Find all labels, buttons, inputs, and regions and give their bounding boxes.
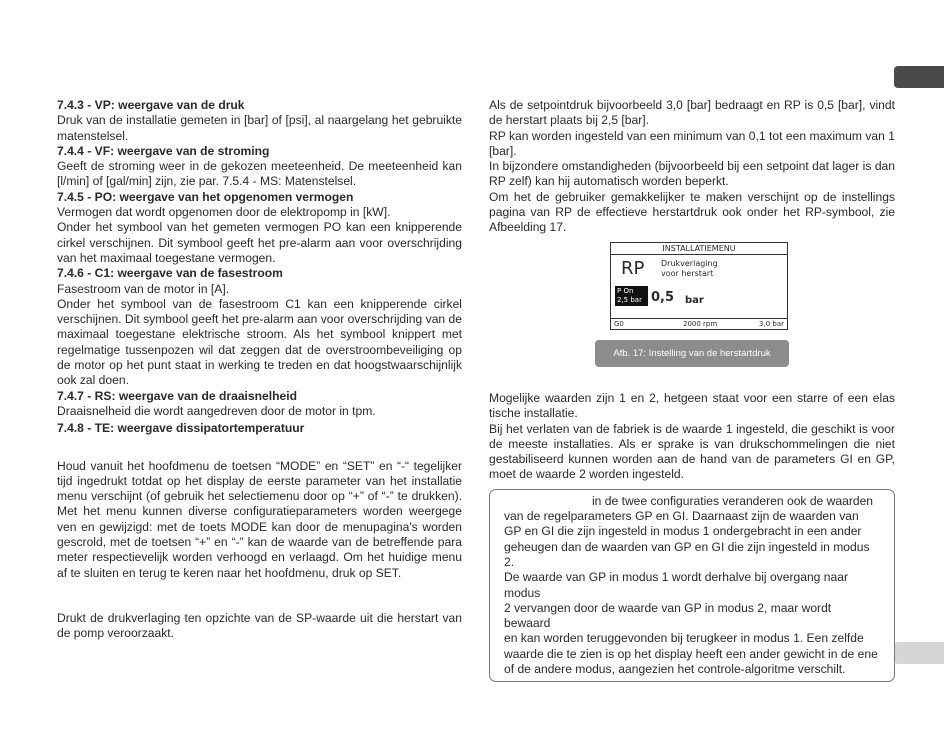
text-rp-limit: In bijzondere omstandigheden (bijvoorbeeld bij een setpoint dat lager is dan RP zelf) kan hij automatisch worden beperkt. — [489, 159, 895, 189]
text-c1-1: Fasestroom van de motor in [A]. — [57, 281, 230, 296]
text-po-2: Onder het symbool van het gemeten vermogen PO kan een knipperende cirkel verschijnen. Dit symbool geeft het pre-alarm aan voor overschrijding van het maximaal toegestane vermogen. — [57, 220, 462, 265]
display-description — [661, 259, 718, 279]
text-default: Bij het verlaten van de fabriek is de waarde 1 ingesteld, die geschikt is voor de meeste installaties. Als er sprake is van drukschommelingen die niet gestabiliseerd kunnen worden aan de hand van de parameters GI en GP, moet de waarde 2 worden ingesteld. — [489, 421, 895, 482]
section-tab-marker — [894, 66, 944, 88]
display-unit: bar — [685, 294, 704, 306]
text-c1-2: Onder het symbool van de fasestroom C1 kan een knipperende cirkel verschijnen. Dit symbool geeft het pre-alarm aan voor overschrijding van de maximaal toegestane elektrische stroom. Als het symbool knippert met regelmatige tussenpozen wil dat zeggen dat de overstroombeveiliging op de motor op het punt staat in werking te treden en dat hoogstwaarschijnlijk ook zal doen. — [57, 296, 462, 388]
text-rp-example: Als de setpointdruk bijvoorbeeld 3,0 [bar] bedraagt en RP is 0,5 [bar], vindt de herstart plaats bij 2,5 [bar]. — [489, 98, 895, 128]
note-line: in de twee configuraties veranderen ook de waarden — [592, 493, 874, 508]
display-desc-line1: Drukverlaging — [661, 258, 718, 268]
display-desc-line2: voor herstart — [661, 268, 714, 278]
heading-vf: 7.4.4 - VF: weergave van de stroming — [57, 143, 270, 158]
left-column — [57, 98, 462, 642]
heading-vp: 7.4.3 - VP: weergave van de druk — [57, 98, 245, 112]
display-pon-label: P On — [617, 286, 634, 295]
text-rs: Draaisnelheid die wordt aangedreven door de motor in tpm. — [57, 403, 376, 418]
note-line: waarde die te zien is op het display heeft een ander gewicht in de ene — [504, 646, 878, 661]
note-line: geheugen dan de waarden van GP en GI die zijn ingesteld in modus 2. — [504, 539, 870, 569]
heading-po: 7.4.5 - PO: weergave van het opgenomen vermogen — [57, 189, 354, 204]
display-status-rpm: 2000 rpm — [683, 319, 718, 328]
note-line: of de andere modus, aangezien het controle-algoritme verschilt. — [504, 662, 846, 677]
display-status-pressure: 3,0 bar — [759, 319, 784, 328]
right-column — [489, 98, 895, 682]
note-line: De waarde van GP in modus 1 wordt derhalve bij overgang naar modus — [504, 570, 848, 600]
figure-caption: Afb. 17: Instelling van de herstartdruk — [595, 340, 789, 367]
display-restart-pressure — [615, 286, 648, 306]
text-rp: Drukt de drukverlaging ten opzichte van de SP-waarde uit die herstart van de pomp veroorzaakt. — [57, 610, 462, 641]
display-symbol: RP — [621, 257, 645, 279]
display-pon-value: 2,5 bar — [617, 295, 642, 304]
text-po-1: Vermogen dat wordt opgenomen door de elektropomp in [kW]. — [57, 205, 391, 220]
text-installation-menu: Houd vanuit het hoofdmenu de toetsen “MODE” en “SET” en “-“ tegelijker tijd ingedrukt totdat op het display de eerste parameter van het installatie menu verschijnt (of gebruik het selectiemenu door op “+” of “-” te drukken). Met het menu kunnen diverse configuratieparameters worden weergege ven en gewijzigd: met de toets MODE kan door de menupagina's worden gescrold, met de toetsen “+” en “-” kan de waarde van de betreffende para meter respectievelijk worden verhoogd en verlaagd. Om het huidige menu af te sluiten en terug te keren naar het hoofdmenu, druk op SET. — [57, 458, 462, 580]
heading-rs: 7.4.7 - RS: weergave van de draaisnelheid — [57, 388, 297, 403]
text-vp: Druk van de installatie gemeten in [bar] of [psi], al naargelang het gebruikte matenstelsel. — [57, 113, 462, 143]
heading-c1: 7.4.6 - C1: weergave van de fasestroom — [57, 266, 283, 281]
note-line: en kan worden teruggevonden bij terugkeer in modus 1. Een zelfde — [504, 631, 864, 646]
display-status-left: G0 — [614, 319, 624, 328]
note-line: GP en GI die zijn ingesteld in modus 1 ondergebracht in een ander — [504, 524, 862, 539]
heading-te: 7.4.8 - TE: weergave dissipatortemperatuur — [57, 421, 305, 436]
display-figure — [610, 242, 788, 330]
page-tab-marker — [894, 642, 944, 664]
note-line: van de regelparameters GP en GI. Daarnaast zijn de waarden van — [504, 509, 859, 524]
note-line: 2 vervangen door de waarde van GP in modus 2, maar wordt bewaard — [504, 600, 832, 631]
text-values: Mogelijke waarden zijn 1 en 2, hetgeen staat voor een starre of een elas tische installatie. — [489, 390, 895, 421]
text-rp-range: RP kan worden ingesteld van een minimum van 0,1 tot een maximum van 1 [bar]. — [489, 128, 895, 158]
text-vf: Geeft de stroming weer in de gekozen meeteenheid. De meeteenheid kan [l/min] of [gal/min] zijn, zie par. 7.5.4 - MS: Matenstelsel. — [57, 159, 462, 189]
note-box — [489, 489, 895, 683]
display-title: INSTALLATIEMENU — [611, 243, 787, 255]
text-rp-display: Om het de gebruiker gemakkelijker te maken verschijnt op de instellings pagina van RP de effectieve herstartdruk ook onder het RP-symbool, zie Afbeelding 17. — [489, 189, 895, 235]
display-status-bar — [611, 318, 787, 329]
display-value: 0,5 — [651, 289, 675, 305]
